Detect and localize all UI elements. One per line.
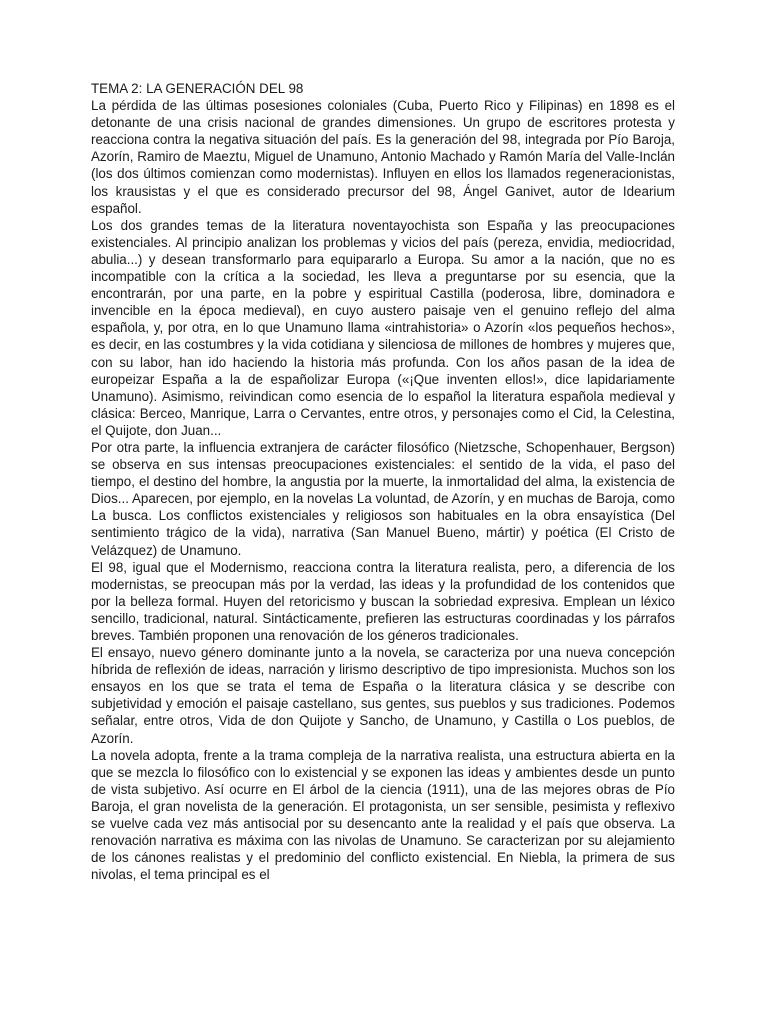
paragraph-loss-of-colonies: La pérdida de las últimas posesiones coloniales (Cuba, Puerto Rico y Filipinas) en 1898 es el detonante de una crisis nacional de grandes dimensiones. Un grupo de escritores protesta y reacciona contra la negativa situación del país. Es la generación del 98, integrada por Pío Baroja, Azorín, Ramiro de Maeztu, Miguel de Unamuno, Antonio Machado y Ramón María del Valle-Inclán (los dos últimos comienzan como modernistas). Influyen en ellos los llamados regeneracionistas, los krausistas y el que es considerado precursor del 98, Ángel Ganivet, autor de Idearium español. <box>91 98 675 216</box>
document-page <box>91 80 675 883</box>
paragraph-style: El 98, igual que el Modernismo, reacciona contra la literatura realista, pero, a diferencia de los modernistas, se preocupan más por la verdad, las ideas y la profundidad de los contenidos que por la belleza formal. Huyen del retoricismo y buscan la sobriedad expresiva. Emplean un léxico sencillo, tradicional, natural. Sintácticamente, prefieren las estructuras coordinadas y los párrafos breves. También proponen una renovación de los géneros tradicionales. <box>91 559 675 643</box>
paragraph-main-themes: Los dos grandes temas de la literatura noventayochista son España y las preocupaciones existenciales. Al principio analizan los problemas y vicios del país (pereza, envidia, mediocridad, abulia...) y desean transformarlo para equipararlo a Europa. Su amor a la nación, que no es incompatible con la crítica a la sociedad, les lleva a preguntarse por su esencia, que la encontrarán, por una parte, en la pobre y espiritual Castilla (poderosa, libre, dominadora e invencible en la época medieval), en cuyo austero paisaje ven el genuino reflejo del alma española, y, por otra, en lo que Unamuno llama «intrahistoria» o Azorín «los pequeños hechos», es decir, en las costumbres y la vida cotidiana y silenciosa de millones de hombres y mujeres que, con su labor, han ido haciendo la historia más profunda. Con los años pasan de la idea de europeizar España a la de españolizar Europa («¡Que inventen ellos!», dice lapidariamente Unamuno). Asimismo, reivindican como esencia de lo español la literatura española medieval y clásica: Berceo, Manrique, Larra o Cervantes, entre otros, y personajes como el Cid, la Celestina, el Quijote, don Juan... <box>91 217 675 438</box>
paragraph-philosophical-influence: Por otra parte, la influencia extranjera de carácter filosófico (Nietzsche, Schopenhauer, Bergson) se observa en sus intensas preocupaciones existenciales: el sentido de la vida, el paso del tiempo, el destino del hombre, la angustia por la muerte, la inmortalidad del alma, la existencia de Dios... Aparecen, por ejemplo, en la novelas La voluntad, de Azorín, y en muchas de Baroja, como La busca. Los conflictos existenciales y religiosos son habituales en la obra ensayística (Del sentimiento trágico de la vida), narrativa (San Manuel Bueno, mártir) y poética (El Cristo de Velázquez) de Unamuno. <box>91 439 675 558</box>
paragraph-essay: El ensayo, nuevo género dominante junto a la novela, se caracteriza por una nueva concepción híbrida de reflexión de ideas, narración y lirismo descriptivo de tipo impresionista. Muchos son los ensayos en los que se trata el tema de España o la literatura clásica y se describe con subjetividad y emoción el paisaje castellano, sus gentes, sus pueblos y sus tradiciones. Podemos señalar, entre otros, Vida de don Quijote y Sancho, de Unamuno, y Castilla o Los pueblos, de Azorín. <box>91 645 675 746</box>
paragraph-novel: La novela adopta, frente a la trama compleja de la narrativa realista, una estructura abierta en la que se mezcla lo filosófico con lo existencial y se exponen las ideas y ambientes desde un punto de vista subjetivo. Así ocurre en El árbol de la ciencia (1911), una de las mejores obras de Pío Baroja, el gran novelista de la generación. El protagonista, un ser sensible, pesimista y reflexivo se vuelve cada vez más antisocial por su desencanto ante la realidad y el país que observa. La renovación narrativa es máxima con las nivolas de Unamuno. Se caracterizan por su alejamiento de los cánones realistas y el predominio del conflicto existencial. En Niebla, la primera de sus nivolas, el tema principal es el <box>91 747 675 883</box>
document-title: TEMA 2: LA GENERACIÓN DEL 98 <box>91 81 304 96</box>
